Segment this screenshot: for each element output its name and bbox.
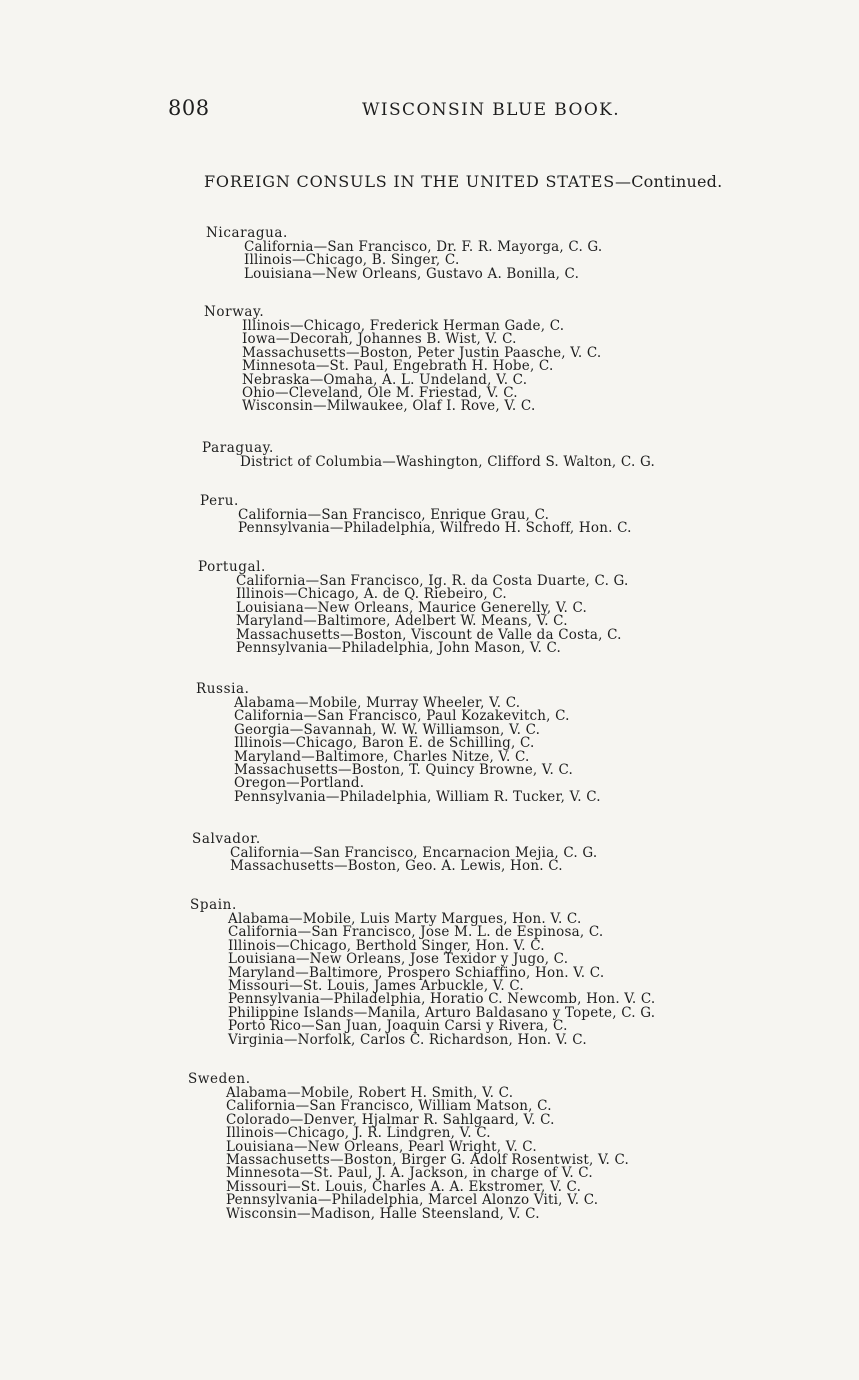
country-section bbox=[206, 226, 826, 281]
consul-entry: Illinois—Chicago, A. de Q. Riebeiro, C. bbox=[236, 586, 507, 603]
consul-entry: California—San Francisco, Paul Kozakevitch, C. bbox=[234, 708, 570, 725]
country-name: Salvador. bbox=[192, 831, 261, 847]
consul-entry: California—San Francisco, Ig. R. da Costa Duarte, C. G. bbox=[236, 573, 629, 589]
consul-entry: Pennsylvania—Philadelphia, William R. Tucker, V. C. bbox=[234, 788, 601, 805]
consul-entry: Maryland—Baltimore, Adelbert W. Means, V. C. bbox=[236, 613, 568, 630]
consul-entry: Louisiana—New Orleans, Jose Texidor y Jugo, C. bbox=[228, 951, 569, 968]
consul-entry: Georgia—Savannah, W. W. Williamson, V. C. bbox=[234, 721, 541, 738]
consul-entry: Porto Rico—San Juan, Joaquin Carsi y Rivera, C. bbox=[228, 1018, 568, 1035]
consul-entry: California—San Francisco, Encarnacion Mejia, C. G. bbox=[230, 845, 598, 861]
country-section bbox=[200, 494, 820, 536]
country-section bbox=[202, 441, 822, 469]
consul-entry: Massachusetts—Boston, Viscount de Valle da Costa, C. bbox=[236, 626, 622, 643]
consul-entry: Maryland—Baltimore, Charles Nitze, V. C. bbox=[234, 748, 530, 765]
country-section bbox=[192, 832, 812, 874]
consul-entry: Alabama—Mobile, Luis Marty Margues, Hon. V. C. bbox=[228, 911, 582, 927]
consul-entry: Massachusetts—Boston, T. Quincy Browne, V. C. bbox=[234, 761, 574, 778]
consul-entry: Wisconsin—Milwaukee, Olaf I. Rove, V. C. bbox=[242, 398, 536, 415]
consul-entry: Illinois—Chicago, Berthold Singer, Hon. V. C. bbox=[228, 937, 545, 954]
consul-entry: Illinois—Chicago, Frederick Herman Gade, C. bbox=[242, 318, 565, 334]
consul-entry: Missouri—St. Louis, Charles A. A. Ekstromer, V. C. bbox=[226, 1178, 582, 1195]
section-title-continued: —Continued. bbox=[615, 172, 723, 191]
consul-entry: Illinois—Chicago, B. Singer, C. bbox=[244, 252, 460, 269]
consul-entry: Oregon—Portland. bbox=[234, 775, 365, 792]
country-section bbox=[198, 560, 818, 655]
consul-entry: Maryland—Baltimore, Prospero Schiaffino, Hon. V. C. bbox=[228, 964, 605, 981]
consul-entry: Alabama—Mobile, Murray Wheeler, V. C. bbox=[234, 695, 521, 711]
country-name: Peru. bbox=[200, 493, 239, 509]
consul-entry: California—San Francisco, William Matson, C. bbox=[226, 1098, 552, 1115]
consul-entry: Pennsylvania—Philadelphia, Wilfredo H. Schoff, Hon. C. bbox=[238, 520, 632, 537]
consul-entry: Massachusetts—Boston, Peter Justin Paasche, V. C. bbox=[242, 344, 602, 361]
section-title-main: FOREIGN CONSULS IN THE UNITED STATES bbox=[204, 172, 616, 191]
country-section bbox=[190, 898, 810, 1047]
consul-entry: Wisconsin—Madison, Halle Steensland, V. C. bbox=[226, 1205, 540, 1222]
page-number: 808 bbox=[168, 96, 210, 120]
consul-entry: Illinois—Chicago, Baron E. de Schilling, C. bbox=[234, 735, 535, 752]
country-name: Sweden. bbox=[188, 1071, 251, 1087]
consul-entry: Massachusetts—Boston, Geo. A. Lewis, Hon. C. bbox=[230, 858, 563, 875]
country-name: Norway. bbox=[204, 304, 265, 320]
consul-entry: Louisiana—New Orleans, Gustavo A. Bonilla, C. bbox=[244, 265, 580, 282]
consul-entry: Virginia—Norfolk, Carlos C. Richardson, Hon. V. C. bbox=[228, 1031, 587, 1048]
consul-entry: Minnesota—St. Paul, J. A. Jackson, in charge of V. C. bbox=[226, 1165, 593, 1182]
consul-entry: Colorado—Denver, Hjalmar R. Sahlgaard, V. C. bbox=[226, 1111, 555, 1128]
consul-entry: Massachusetts—Boston, Birger G. Adolf Rosentwist, V. C. bbox=[226, 1151, 630, 1168]
consul-entry: Illinois—Chicago, J. R. Lindgren, V. C. bbox=[226, 1125, 491, 1142]
country-name: Spain. bbox=[190, 897, 237, 913]
country-name: Nicaragua. bbox=[206, 225, 288, 241]
consul-entry: Iowa—Decorah, Johannes B. Wist, V. C. bbox=[242, 331, 517, 348]
country-name: Paraguay. bbox=[202, 440, 274, 456]
consul-entry: California—San Francisco, Enrique Grau, C. bbox=[238, 507, 550, 523]
consul-entry: Louisiana—New Orleans, Pearl Wright, V. C. bbox=[226, 1138, 537, 1155]
country-section bbox=[188, 1072, 808, 1221]
consul-entry: Ohio—Cleveland, Ole M. Friestad, V. C. bbox=[242, 384, 518, 401]
consul-entry: Minnesota—St. Paul, Engebrath H. Hobe, C. bbox=[242, 358, 554, 375]
consul-entry: Pennsylvania—Philadelphia, John Mason, V. C. bbox=[236, 639, 561, 656]
consul-entry: Philippine Islands—Manila, Arturo Baldasano y Topete, C. G. bbox=[228, 1004, 656, 1021]
country-section bbox=[204, 305, 824, 414]
consul-entry: Pennsylvania—Philadelphia, Horatio C. Newcomb, Hon. V. C. bbox=[228, 991, 656, 1008]
consul-entry: District of Columbia—Washington, Clifford S. Walton, C. G. bbox=[240, 454, 655, 470]
consul-entry: Missouri—St. Louis, James Arbuckle, V. C. bbox=[228, 977, 524, 994]
consul-entry: California—San Francisco, Jose M. L. de Espinosa, C. bbox=[228, 924, 604, 941]
consul-entry: California—San Francisco, Dr. F. R. Mayorga, C. G. bbox=[244, 239, 603, 255]
country-section bbox=[196, 682, 816, 804]
consul-entry: Nebraska—Omaha, A. L. Undeland, V. C. bbox=[242, 371, 528, 388]
country-name: Portugal. bbox=[198, 559, 266, 575]
running-head: WISCONSIN BLUE BOOK. bbox=[362, 100, 621, 120]
consul-entry: Louisiana—New Orleans, Maurice Generelly, V. C. bbox=[236, 599, 588, 616]
consul-entry: Pennsylvania—Philadelphia, Marcel Alonzo Viti, V. C. bbox=[226, 1192, 599, 1209]
consul-entry: Alabama—Mobile, Robert H. Smith, V. C. bbox=[226, 1085, 514, 1101]
country-name: Russia. bbox=[196, 681, 250, 697]
